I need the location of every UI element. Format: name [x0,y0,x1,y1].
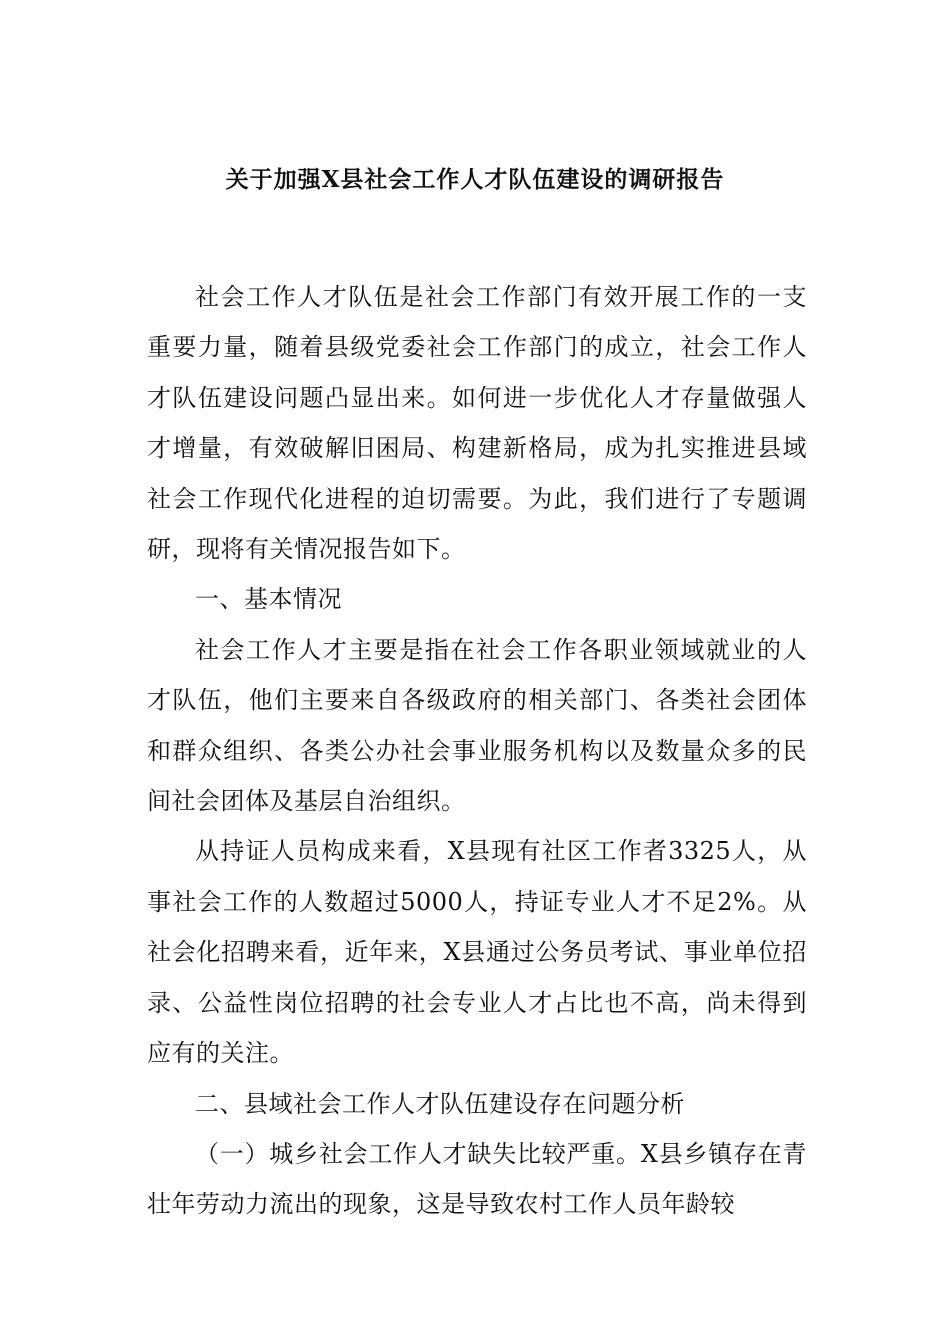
paragraph-urban-rural-shortage: （一）城乡社会工作人才缺失比较严重。X县乡镇存在青壮年劳动力流出的现象，这是导致农村工作人员年龄较 [147,1139,807,1219]
paragraph-certified-staff: 从持证人员构成来看，X县现有社区工作者3325人，从事社会工作的人数超过5000人，持证专业人才不足2%。从社会化招聘来看，近年来，X县通过公务员考试、事业单位招录、公益性岗位招聘的社会专业人才占比也不高，尚未得到应有的关注。 [147,837,807,1068]
paragraph-talent-definition: 社会工作人才主要是指在社会工作各职业领域就业的人才队伍，他们主要来自各级政府的相关部门、各类社会团体和群众组织、各类公办社会事业服务机构以及数量众多的民间社会团体及基层自治组织。 [147,635,807,816]
document-body [147,272,807,1230]
section-heading-problem-analysis: 二、县域社会工作人才队伍建设存在问题分析 [195,1089,685,1118]
document-title: 关于加强X县社会工作人才队伍建设的调研报告 [225,166,725,193]
paragraph-intro: 社会工作人才队伍是社会工作部门有效开展工作的一支重要力量，随着县级党委社会工作部门的成立，社会工作人才队伍建设问题凸显出来。如何进一步优化人才存量做强人才增量，有效破解旧困局、构建新格局，成为扎实推进县域社会工作现代化进程的迫切需要。为此，我们进行了专题调研，现将有关情况报告如下。 [147,283,807,564]
section-heading-basic-situation: 一、基本情况 [195,585,342,614]
